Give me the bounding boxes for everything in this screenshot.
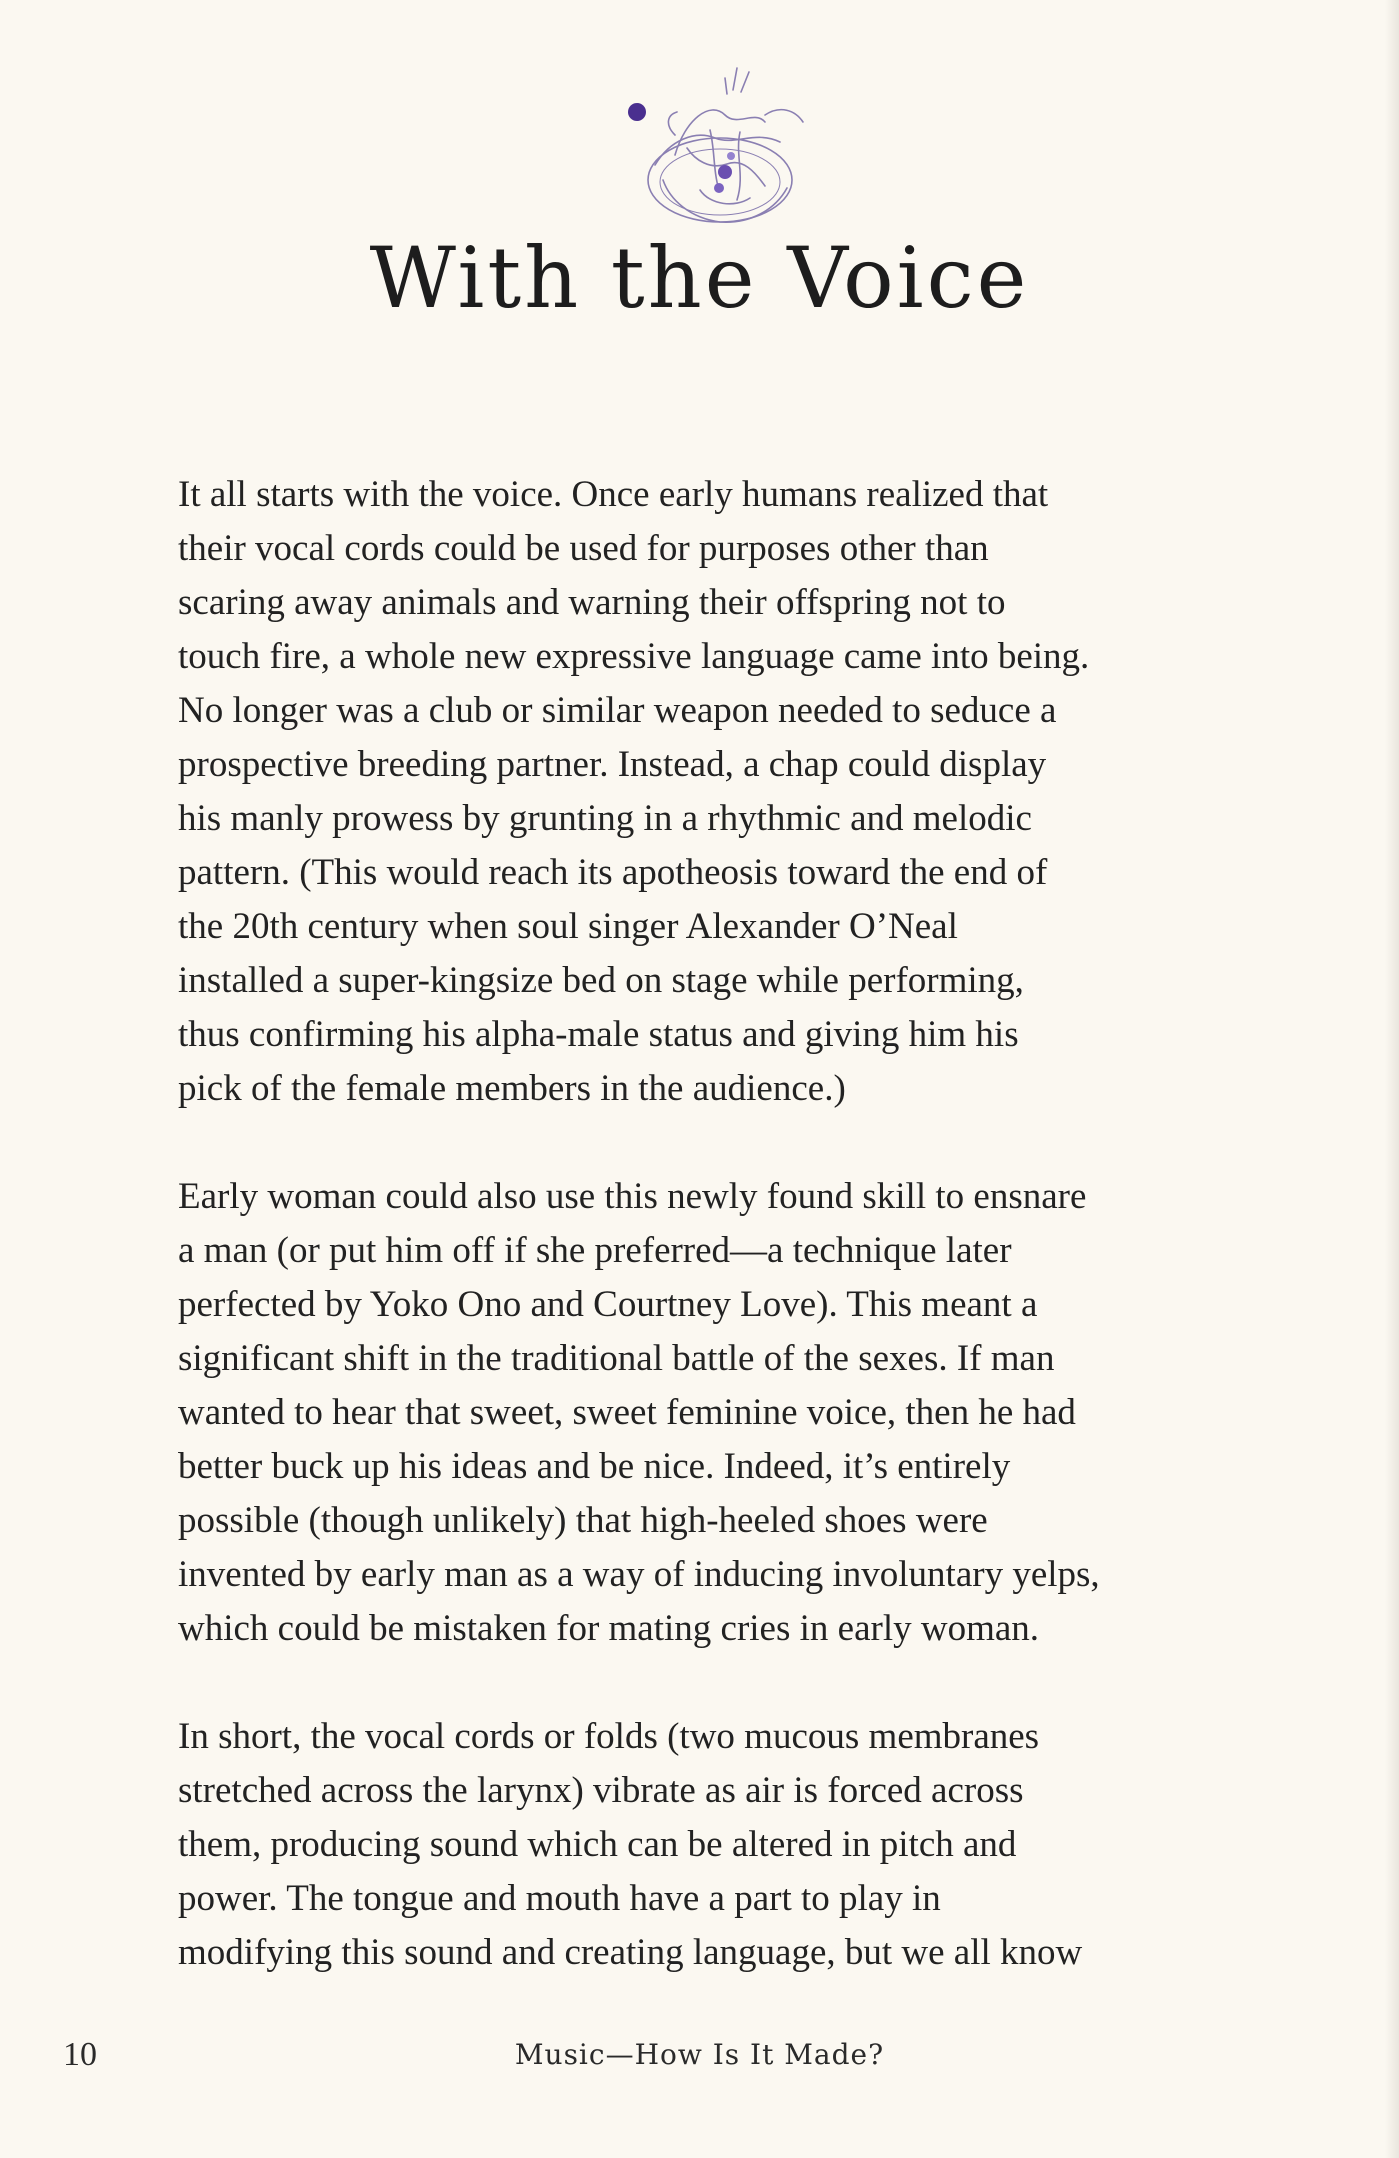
chapter-title: With the Voice [369, 229, 1030, 327]
cherub-ornament-icon [615, 60, 825, 235]
page-edge-shadow [1385, 0, 1399, 2158]
paragraph: Early woman could also use this newly found skill to ensnare a man (or put him off if she preferred—a technique later perfected by Yoko Ono and Courtney Love). This meant a significant shift in the traditional battle of the sexes. If man wanted to hear that sweet, sweet feminine voice, then he had better buck up his ideas and be nice. Indeed, it’s entirely possible (though unlikely) that high-heeled shoes were invented by early man as a way of inducing involuntary yelps, which could be mistaken for mating cries in early woman. [178, 1176, 1100, 1649]
body-text [178, 468, 1263, 2034]
running-footer-title: Music—How Is It Made? [514, 2038, 885, 2071]
paragraph: In short, the vocal cords or folds (two mucous membranes stretched across the larynx) vibrate as air is forced across them, producing sound which can be altered in pitch and power. The tongue and mouth have a part to play in modifying this sound and creating language, but we all know [178, 1716, 1083, 1973]
page-number: 10 [63, 2036, 97, 2073]
paragraph: It all starts with the voice. Once early humans realized that their vocal cords could be used for purposes other than scaring away animals and warning their offspring not to touch fire, a whole new expressive language came into being. No longer was a club or similar weapon needed to seduce a prospective breeding partner. Instead, a chap could display his manly prowess by grunting in a rhythmic and melodic pattern. (This would reach its apotheosis toward the end of the 20th century when soul singer Alexander O’Neal installed a super-kingsize bed on stage while performing, thus confirming his alpha-male status and giving him his pick of the female members in the audience.) [178, 474, 1090, 1109]
